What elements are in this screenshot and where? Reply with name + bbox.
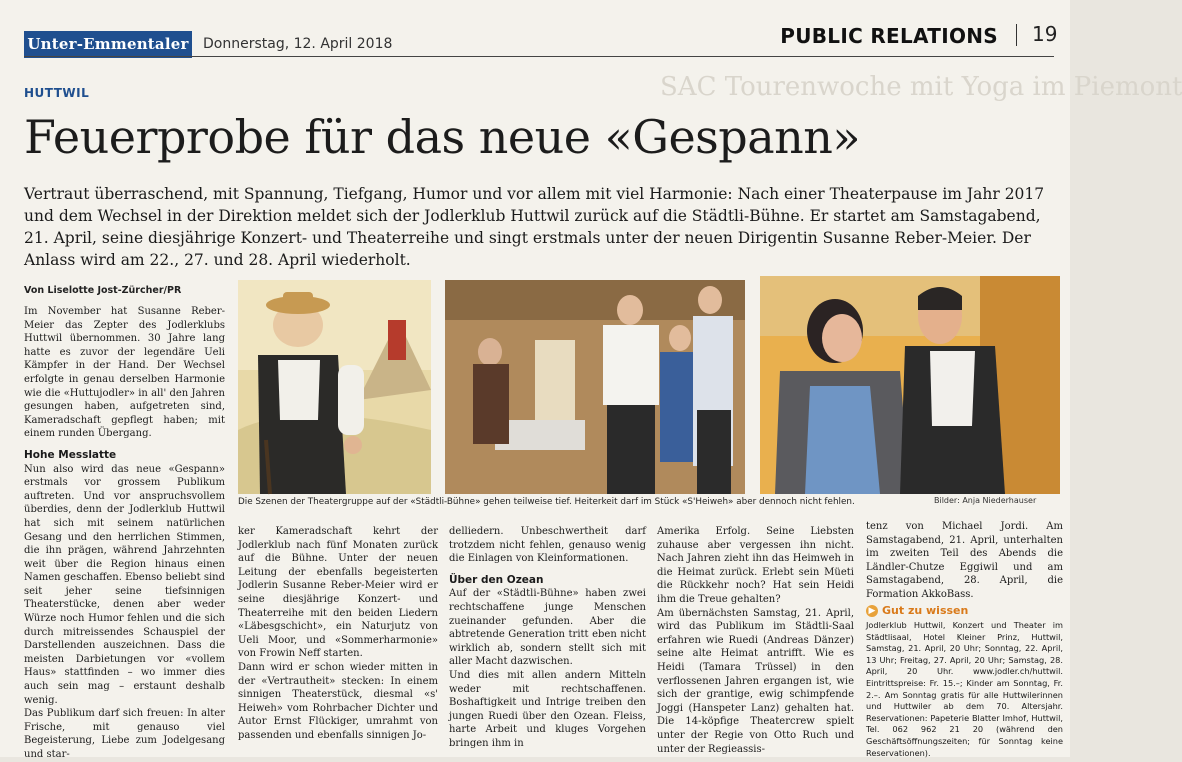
article-lead: Vertraut überraschend, mit Spannung, Tiefgang, Humor und vor allem mit viel Harmonie: Nach einer Theaterpause im Jahr 2017 und dem Wechsel in der Direktion meldet sich der Jodlerklub Huttwil zurück auf die Städtli-Bühne. Er startet am Samstagabend, 21. April, seine diesjährige Konzert- und Theaterreihe und singt erstmals unter der neuen Dirigentin Susanne Reber-Meier. Der Anlass wird am 22., 27. und 28. April wiederholt. [24, 185, 1045, 269]
paragraph: Amerika Erfolg. Seine Liebsten zuhause aber vergessen ihn nicht. Nach Jahren zieht ihn das Heimweh in die Heimat zurück. Erlebt sein Müeti die Rückkehr noch? Hat sein Heidi ihm die Treue gehalten? [657, 526, 854, 605]
subheading: Über den Ozean [449, 573, 544, 586]
photo-actor-with-cane [238, 280, 431, 494]
arrow-right-icon: ▶ [866, 605, 878, 617]
paragraph: ker Kameradschaft kehrt der Jodlerklub nach fünf Monaten zurück auf die Bühne. Unter der neuen Leitung der ebenfalls begeisterten Jodlerin Susanne Reber-Meier wird er seine diesjährige Konzert- und Theaterreihe mit den beiden Liedern «Läbesgschicht», ein Naturjutz von Ueli Moor, und «Sommerharmonie» von Frowin Neff starten. [238, 526, 438, 660]
paragraph: Auf der «Städtli-Bühne» haben zwei rechtschaffene junge Menschen zueinander gefunden. Aber die abtretende Generation tritt eben nicht wirklich ab, sondern stellt sich mit aller Macht dazwischen. [449, 588, 646, 668]
header-separator [1016, 24, 1017, 46]
masthead-logo: Unter-Emmentaler [24, 31, 192, 58]
paragraph: Am übernächsten Samstag, 21. April, wird das Publikum im Städtli-Saal erfahren wie Ruedi (Andreas Dänzer) seine alte Heimat antrifft. Wie es Heidi (Tamara Trüssel) in den verflossenen Jahren ergangen ist, wie sich der grantige, ewig schimpfende Joggi (Hanspeter Lanz) gehalten hat. Die 14-köpfige Theatercrew spielt unter der Regie von Otto Ruch und unter der Regieassis- [657, 607, 854, 755]
show-through-headline: SAC Tourenwoche mit Yoga im Piemont [660, 72, 1182, 102]
article-author: Von Liselotte Jost-Zürcher/PR [24, 285, 182, 296]
section-title: PUBLIC RELATIONS [780, 24, 998, 48]
article-column-4 [657, 525, 854, 755]
subheading: Hohe Messlatte [24, 448, 117, 461]
photo-stage-group [445, 280, 745, 494]
paragraph: Dann wird er schon wieder mitten in der «Vertrautheit» stecken: In einem sinnigen Theaterstück, diesmal «s' Heiweh» vom Rohrbacher Dichter und Autor Ernst Flückiger, umrahmt von passenden und ebenfalls sinnigen Jo- [238, 661, 438, 741]
info-box-text: Jodlerklub Huttwil, Konzert und Theater im Städtlisaal, Hotel Kleiner Prinz, Huttwil, Samstag, 21. April, 20 Uhr; Sonntag, 22. April, 13 Uhr; Freitag, 27. April, 20 Uhr; Samstag, 28. April, 20 Uhr. www.jodler.ch/huttwil. Eintrittspreise: Fr. 15.–; Kinder am Sonntag, Fr. 2.–. Am Sonntag gratis für alle Huttwilerinnen und Huttwiler ab dem 70. Altersjahr. Reservationen: Papeterie Blatter Imhof, Huttwil, Tel. 062 962 21 20 (während den Geschäftsöffnungszeiten; für Sonntag keine Reservationen). [866, 620, 1063, 758]
article-column-2 [238, 525, 438, 751]
article-kicker: HUTTWIL [24, 86, 90, 100]
paragraph: Nun also wird das neue «Gespann» erstmals vor grossem Publikum auftreten. Und vor anspruchsvollem überdies, denn der Jodlerklub Huttwil hat sich mit seinem natürlichen Gesang und den herrlichen Stimmen, die ihn prägen, während Jahrzehnten weit über die Region hinaus einen Namen geschaffen. Ebenso beliebt sind seit jeher seine tiefsinnigen Theaterstücke, denen aber weder Würze noch Humor fehlen und die sich durch mitreissendes Schauspiel der Darstellenden auszeichnen. Dass die meisten Darbietungen vor «vollem Haus» stattfinden – wo immer dies auch sein mag – erstaunt deshalb wenig. [24, 463, 225, 706]
article-column-1 [24, 305, 225, 760]
paragraph: delliedern. Unbeschwertheit darf trotzdem nicht fehlen, genauso wenig die Einlagen von Kleinformationen. [449, 526, 646, 565]
photo-caption: Die Szenen der Theatergruppe auf der «Städtli-Bühne» gehen teilweise tief. Heiterkeit darf im Stück «S'Heiweh» aber dennoch nicht fehlen. [238, 497, 855, 507]
page-number: 19 [1032, 22, 1058, 46]
article-headline: Feuerprobe für das neue «Gespann» [24, 110, 861, 164]
info-box-title-text: Gut zu wissen [882, 604, 969, 617]
photo-couple-scene [760, 276, 1060, 494]
info-box-title [866, 604, 968, 617]
paragraph: Im November hat Susanne Reber-Meier das Zepter des Jodlerklubs Huttwil übernommen. 30 Jahre lang hatte es zuvor der legendäre Ueli Kämpfer in der Hand. Der Wechsel erfolgte in genau derselben Harmonie wie die «Huttujodler» in all' den Jahren gesungen haben, aufgetreten sind, Kameradschaft gepflegt haben; mit einem runden Übergang. [24, 306, 225, 440]
paragraph: Und dies mit allen andern Mitteln weder mit rechtschaffenen. Boshaftigkeit und Intrige treiben den jungen Ruedi über den Ozean. Fleiss, harte Arbeit und kluges Vorgehen bringen ihm in [449, 669, 646, 749]
article-column-3 [449, 525, 646, 751]
paragraph: tenz von Michael Jordi. Am Samstagabend, 21. April, unterhalten im zweiten Teil des Abends die Ländler-Chutze Eggiwil und am Samstagabend, 28. April, die Formation AkkoBass. [866, 521, 1063, 600]
photo-credit: Bilder: Anja Niederhauser [934, 496, 1037, 505]
header-rule [24, 56, 1054, 57]
paragraph: Das Publikum darf sich freuen: In alter Frische, mit genauso viel Begeisterung, Liebe zum Jodelgesang und star- [24, 708, 225, 760]
issue-date: Donnerstag, 12. April 2018 [203, 36, 393, 52]
